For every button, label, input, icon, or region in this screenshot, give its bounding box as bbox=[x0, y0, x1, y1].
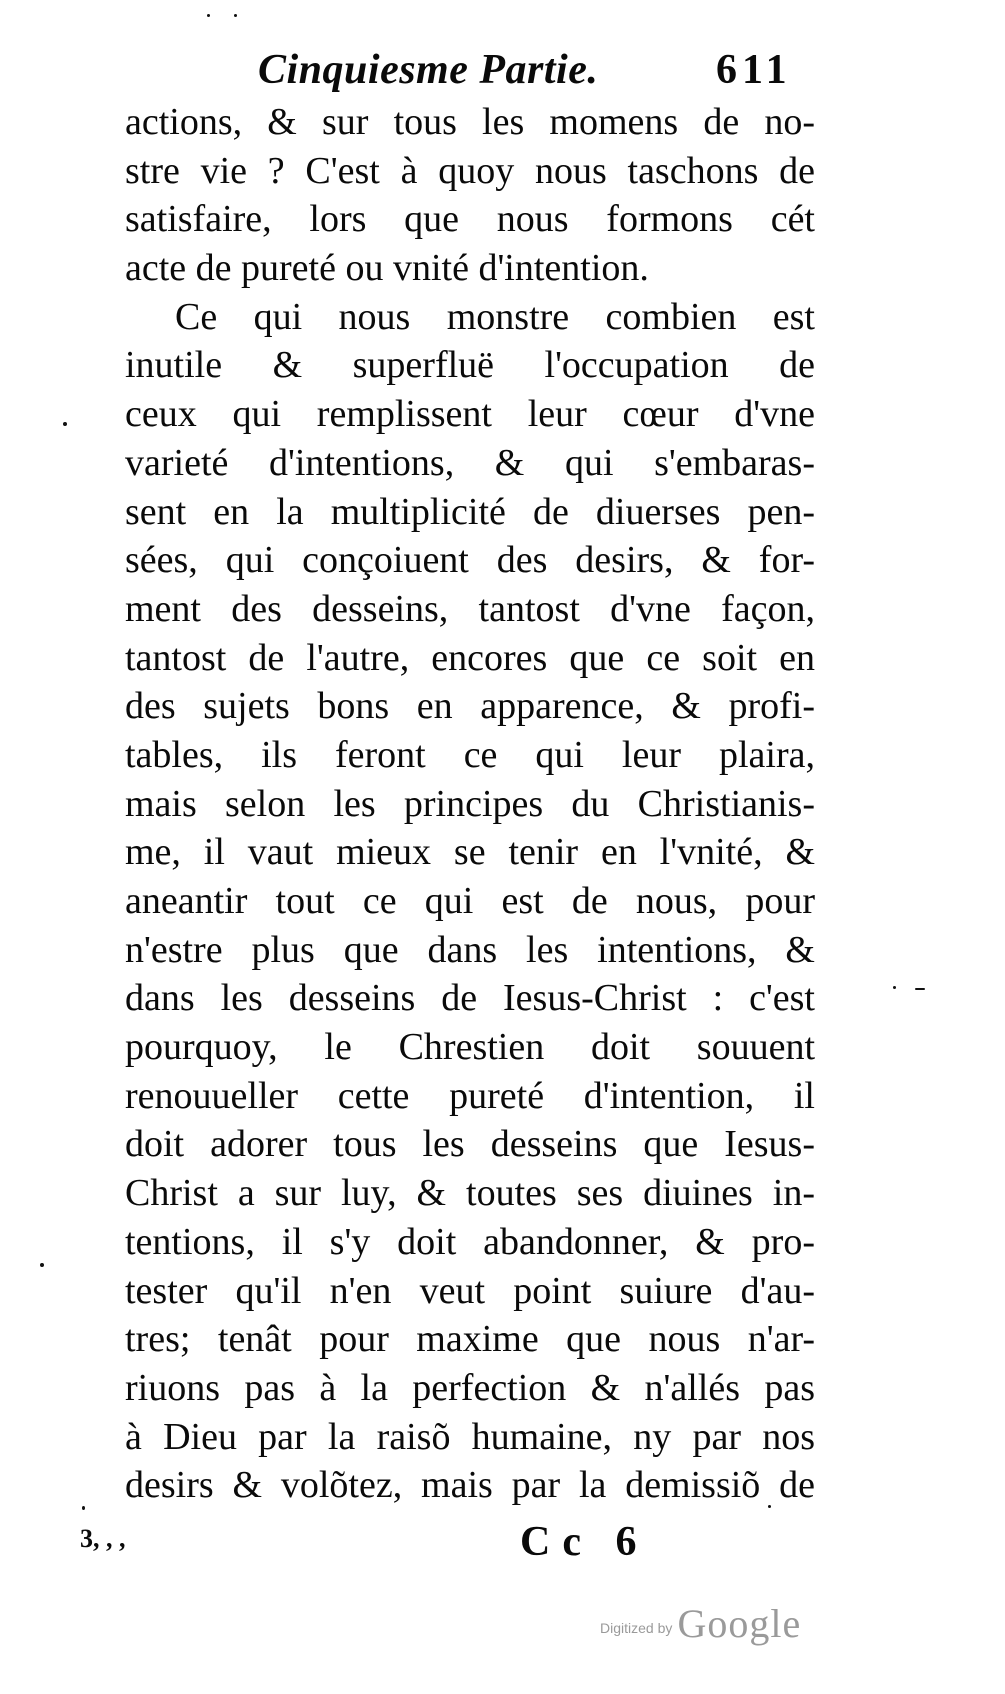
ink-speck bbox=[893, 986, 896, 989]
text-line: Christ a sur luy, & toutes ses diuines in- bbox=[125, 1172, 815, 1215]
text-line: tables, ils feront ce qui leur plaira, bbox=[125, 733, 815, 776]
text-line: inutile & superfluë l'occupation de bbox=[125, 344, 815, 387]
text-line: renouueller cette pureté d'intention, il bbox=[125, 1074, 815, 1117]
margin-marks: 3, , , bbox=[80, 1524, 126, 1553]
text-line: tester qu'il n'en veut point suiure d'au- bbox=[125, 1269, 815, 1312]
text-line: tres; tenât pour maxime que nous n'ar- bbox=[125, 1318, 815, 1361]
ink-speck bbox=[82, 1506, 85, 1510]
ink-speck bbox=[63, 422, 67, 426]
text-line: stre vie ? C'est à quoy nous taschons de bbox=[125, 149, 815, 192]
ink-speck bbox=[40, 1263, 44, 1267]
text-line: dans les desseins de Iesus-Christ : c'est bbox=[125, 977, 815, 1020]
ink-speck bbox=[207, 14, 210, 17]
page-number: 611 bbox=[716, 47, 792, 93]
text-line: ment des desseins, tantost d'vne façon, bbox=[125, 587, 815, 630]
text-line: actions, & sur tous les momens de no- bbox=[125, 101, 815, 143]
ink-speck bbox=[915, 988, 925, 990]
running-head: Cinquiesme Partie. bbox=[258, 47, 599, 93]
ink-speck bbox=[234, 14, 237, 17]
text-line: doit adorer tous les desseins que Iesus- bbox=[125, 1123, 815, 1166]
text-line: sent en la multiplicité de diuerses pen- bbox=[125, 490, 815, 533]
text-line: ceux qui remplissent leur cœur d'vne bbox=[125, 393, 815, 436]
text-line: me, il vaut mieux se tenir en l'vnité, & bbox=[125, 831, 815, 874]
signature-mark: Cc 6 bbox=[520, 1519, 649, 1565]
body-text bbox=[125, 98, 815, 1510]
text-line: satisfaire, lors que nous formons cét bbox=[125, 198, 815, 241]
text-line: tentions, il s'y doit abandonner, & pro- bbox=[125, 1220, 815, 1263]
text-line: varieté d'intentions, & qui s'embaras- bbox=[125, 441, 815, 484]
text-line: tantost de l'autre, encores que ce soit en bbox=[125, 636, 815, 679]
google-logo: Google bbox=[677, 1601, 802, 1646]
text-line: desirs & volõtez, mais par la demissiõ de bbox=[125, 1464, 815, 1507]
text-line: des sujets bons en apparence, & profi- bbox=[125, 685, 815, 728]
watermark-prefix: Digitized by bbox=[600, 1620, 673, 1636]
text-line: n'estre plus que dans les intentions, & bbox=[125, 928, 815, 971]
text-line: acte de pureté ou vnité d'intention. bbox=[125, 247, 649, 290]
text-line: aneantir tout ce qui est de nous, pour bbox=[125, 880, 815, 922]
text-line: pourquoy, le Chrestien doit souuent bbox=[125, 1026, 815, 1069]
text-line: riuons pas à la perfection & n'allés pas bbox=[125, 1366, 815, 1409]
text-line: sées, qui conçoiuent des desirs, & for- bbox=[125, 539, 815, 582]
text-line: à Dieu par la raisõ humaine, ny par nos bbox=[125, 1415, 815, 1458]
paragraph-first-line: Ce qui nous monstre combien est bbox=[175, 295, 815, 338]
digitized-watermark bbox=[600, 1600, 801, 1647]
text-line: mais selon les principes du Christianis- bbox=[125, 782, 815, 825]
